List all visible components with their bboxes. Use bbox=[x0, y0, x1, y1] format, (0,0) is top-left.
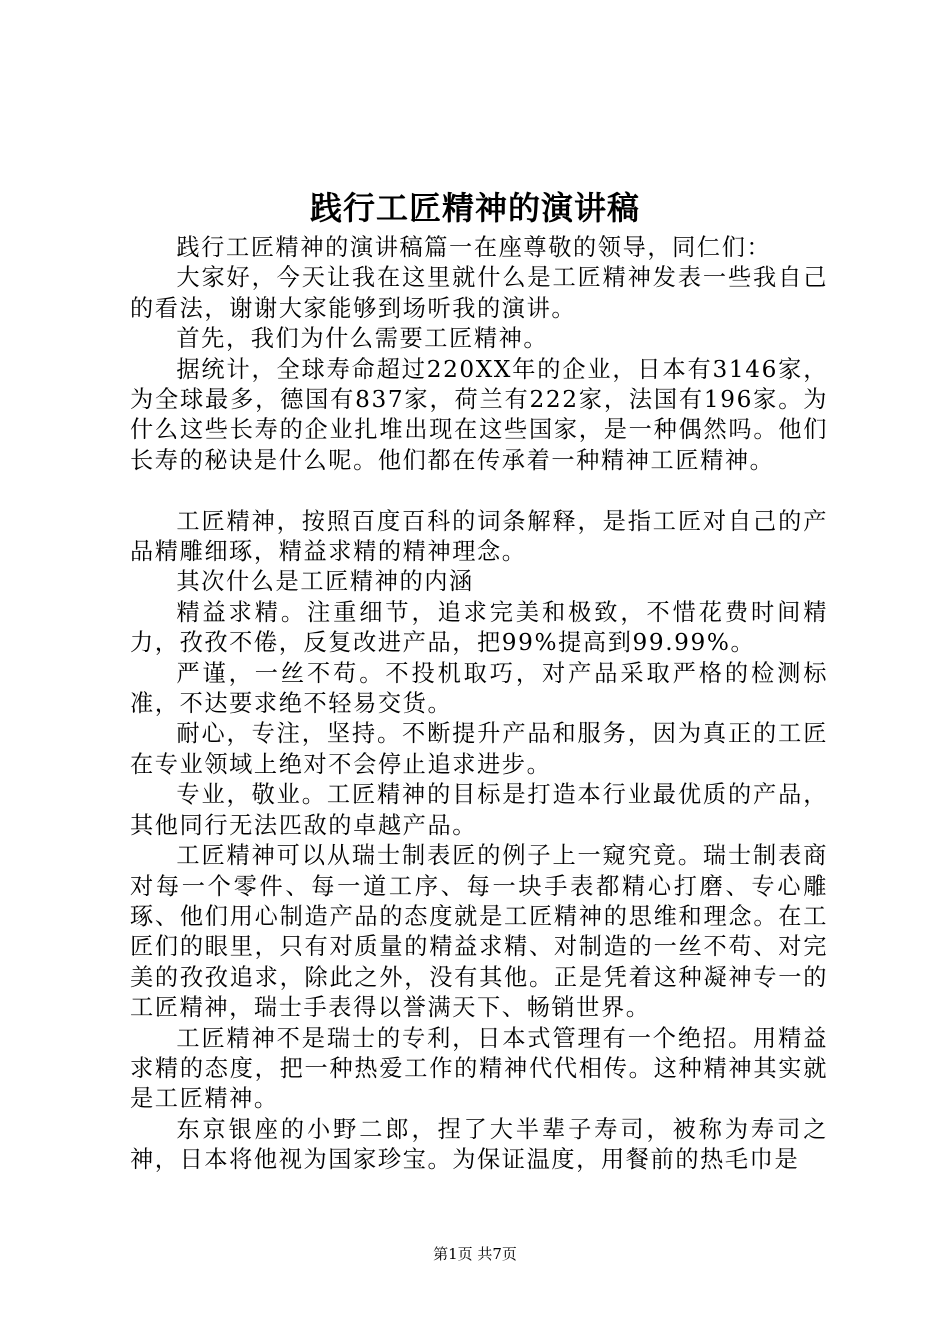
paragraph: 工匠精神可以从瑞士制表匠的例子上一窥究竟。瑞士制表商对每一个零件、每一道工序、每一块手表都精心打磨、专心雕琢、他们用心制造产品的态度就是工匠精神的思维和理念。在工匠们的眼里，只有对质量的精益求精、对制造的一丝不苟、对完美的孜孜追求，除此之外，没有其他。正是凭着这种凝神专一的工匠精神，瑞士手表得以誉满天下、畅销世界。 bbox=[130, 842, 828, 1022]
paragraph: 践行工匠精神的演讲稿篇一在座尊敬的领导，同仁们： bbox=[176, 234, 772, 261]
paragraph-spacer bbox=[130, 476, 828, 506]
paragraph: 据统计，全球寿命超过220XX年的企业，日本有3146家，为全球最多，德国有837家，荷兰有222家，法国有196家。为什么这些长寿的企业扎堆出现在这些国家，是一种偶然吗。他们长寿的秘诀是什么呢。他们都在传承着一种精神工匠精神。 bbox=[130, 355, 828, 474]
paragraph: 工匠精神不是瑞士的专利，日本式管理有一个绝招。用精益求精的态度，把一种热爱工作的精神代代相传。这种精神其实就是工匠精神。 bbox=[130, 1024, 828, 1113]
page-footer: 第1页 共7页 bbox=[433, 1245, 517, 1263]
document-title: 践行工匠精神的演讲稿 bbox=[309, 189, 640, 227]
paragraph: 严谨，一丝不苟。不投机取巧，对产品采取严格的检测标准，不达要求绝不轻易交货。 bbox=[130, 659, 828, 718]
paragraph: 大家好，今天让我在这里就什么是工匠精神发表一些我自己的看法，谢谢大家能够到场听我的演讲。 bbox=[130, 264, 828, 322]
document-body bbox=[130, 233, 828, 1176]
paragraph: 其次什么是工匠精神的内涵 bbox=[176, 568, 474, 596]
paragraph: 精益求精。注重细节，追求完美和极致，不惜花费时间精力，孜孜不倦，反复改进产品，把99%提高到99.99%。 bbox=[130, 598, 828, 657]
paragraph: 首先，我们为什么需要工匠精神。 bbox=[176, 325, 549, 353]
paragraph: 工匠精神，按照百度百科的词条解释，是指工匠对自己的产品精雕细琢，精益求精的精神理念。 bbox=[130, 507, 828, 566]
paragraph: 东京银座的小野二郎，捏了大半辈子寿司，被称为寿司之神，日本将他视为国家珍宝。为保证温度，用餐前的热毛巾是 bbox=[130, 1115, 828, 1174]
paragraph: 专业，敬业。工匠精神的目标是打造本行业最优质的产品，其他同行无法匹敌的卓越产品。 bbox=[130, 781, 828, 839]
paragraph: 耐心，专注，坚持。不断提升产品和服务，因为真正的工匠在专业领域上绝对不会停止追求进步。 bbox=[130, 720, 828, 778]
